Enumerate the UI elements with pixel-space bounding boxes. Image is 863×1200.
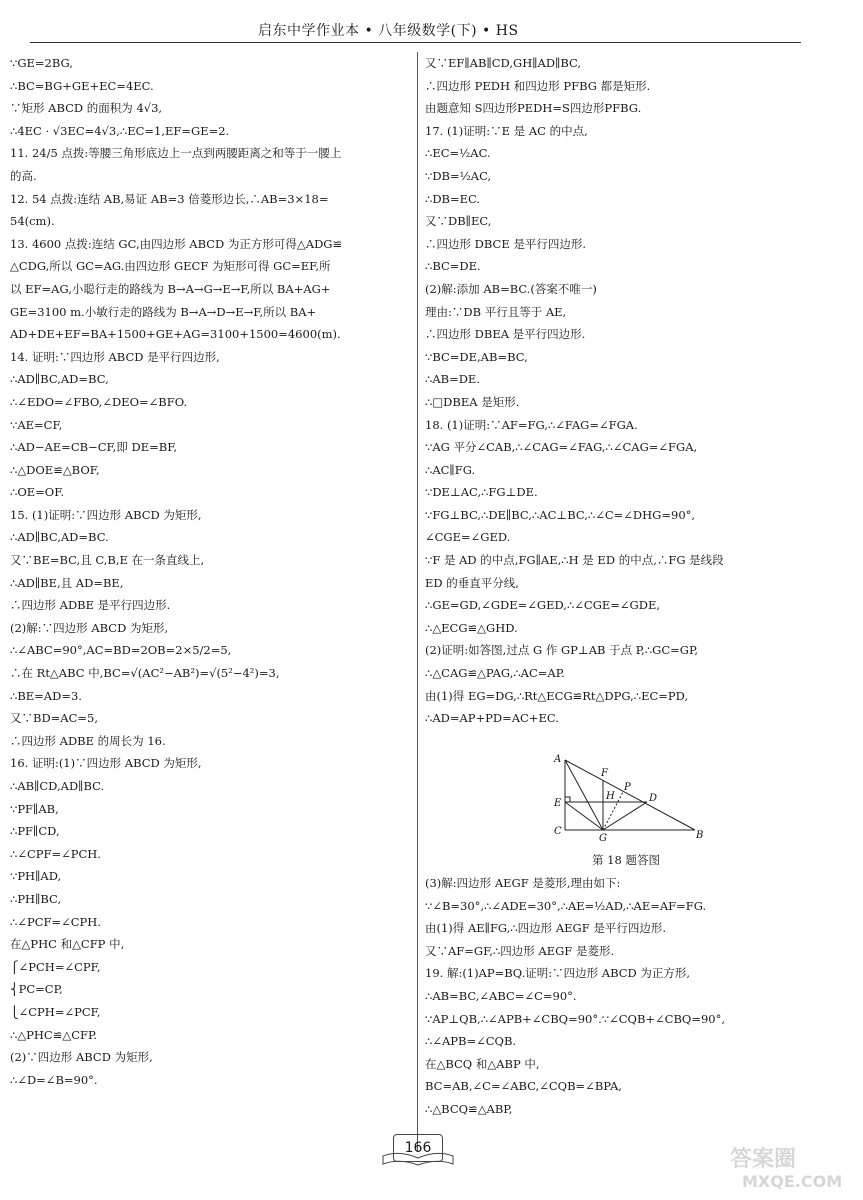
text-line: ⎧∠PCH=∠CPF,: [10, 959, 101, 974]
text-line: (2)解:∵四边形 ABCD 为矩形,: [10, 620, 169, 635]
text-line: 又∵EF∥AB∥CD,GH∥AD∥BC,: [425, 56, 582, 70]
text-line: ∴BC=BG+GE+EC=4EC.: [10, 78, 154, 93]
text-line: 19. 解:(1)AP=BQ.证明:∵四边形 ABCD 为正方形,: [425, 966, 691, 981]
right-column-top: [425, 52, 805, 730]
text-line: ∴□DBEA 是矩形.: [425, 394, 520, 409]
text-line: 理由:∵DB 平行且等于 AE,: [425, 304, 567, 319]
column-divider: [417, 52, 418, 1152]
label-f: F: [601, 768, 608, 779]
text-line: 16. 证明:(1)∵四边形 ABCD 为矩形,: [10, 756, 202, 771]
text-line: ∴△PHC≌△CFP.: [10, 1027, 98, 1042]
text-line: ∵PH∥AD,: [10, 869, 62, 884]
text-line: ∴∠ABC=90°,AC=BD=2OB=2×5/2=5,: [10, 643, 232, 658]
figure-18-diagram: [545, 752, 705, 842]
label-p: P: [624, 782, 631, 793]
text-line: 18. (1)证明:∵AF=FG,∴∠FAG=∠FGA.: [425, 417, 638, 432]
text-line: ∴EC=½AC.: [425, 146, 491, 161]
text-line: 54(cm).: [10, 214, 55, 229]
text-line: ∴在 Rt△ABC 中,BC=√(AC²−AB²)=√(5²−4²)=3,: [10, 666, 280, 681]
text-line: GE=3100 m.小敏行走的路线为 B→A→D→E→F,所以 BA+: [10, 304, 317, 319]
text-line: ∴∠CPF=∠PCH.: [10, 846, 101, 861]
text-line: ∴四边形 PEDH 和四边形 PFBG 都是矩形.: [425, 78, 651, 93]
text-line: ∵F 是 AD 的中点,FG∥AE,∴H 是 ED 的中点,∴FG 是线段: [425, 553, 724, 568]
text-line: AD+DE+EF=BA+1500+GE+AG=3100+1500=4600(m).: [10, 327, 341, 342]
text-line: (3)解:四边形 AEGF 是菱形,理由如下:: [425, 876, 621, 890]
label-a: A: [554, 754, 562, 765]
watermark-url: MXQE.COM: [742, 1172, 843, 1191]
segment-eg: [565, 802, 603, 830]
text-line: ∴BE=AD=3.: [10, 688, 82, 703]
text-line: ∵PF∥AB,: [10, 801, 59, 816]
text-line: 11. 24/5 点拨:等腰三角形底边上一点到两腰距离之和等于一腰上: [10, 146, 342, 161]
label-h: H: [606, 791, 615, 802]
text-line: ∴AC∥FG.: [425, 462, 476, 477]
text-line: ∴四边形 ADBE 是平行四边形.: [10, 598, 171, 613]
watermark-logo: 答案圈: [730, 1147, 797, 1172]
text-line: ∴PF∥CD,: [10, 824, 60, 839]
text-line: ∴∠PCF=∠CPH.: [10, 914, 101, 929]
text-line: 又∵AF=GF,∴四边形 AEGF 是菱形.: [425, 943, 615, 958]
text-line: ∵BC=DE,AB=BC,: [425, 349, 528, 364]
text-line: ∵AP⊥QB,∴∠APB+∠CBQ=90°.∵∠CQB+∠CBQ=90°,: [425, 1011, 726, 1026]
header-rule: [30, 42, 801, 43]
text-line: 在△PHC 和△CFP 中,: [10, 937, 125, 952]
label-b: B: [696, 830, 704, 841]
text-line: 由题意知 S四边形PEDH=S四边形PFBG.: [425, 101, 642, 116]
text-line: ∴四边形 ADBE 的周长为 16.: [10, 733, 166, 748]
label-c: C: [554, 826, 562, 837]
text-line: ∴AD∥BC,AD=BC,: [10, 372, 109, 387]
text-line: ∴∠APB=∠CQB.: [425, 1034, 517, 1049]
text-line: ∴AB=BC,∠ABC=∠C=90°.: [425, 988, 577, 1003]
text-line: ∴△DOE≌△BOF,: [10, 462, 100, 477]
text-line: ∴AD∥BE,且 AD=BE,: [10, 575, 124, 590]
text-line: BC=AB,∠C=∠ABC,∠CQB=∠BPA,: [425, 1079, 622, 1094]
text-line: ∵GE=2BG,: [10, 56, 73, 70]
text-line: ∵矩形 ABCD 的面积为 4√3,: [10, 101, 163, 116]
text-line: ∴AD−AE=CB−CF,即 DE=BF,: [10, 440, 178, 455]
text-line: 13. 4600 点拨:连结 GC,由四边形 ABCD 为正方形可得△ADG≌: [10, 236, 343, 251]
text-line: ∠CGE=∠GED.: [425, 530, 511, 545]
text-line: ∴△BCQ≌△ABP,: [425, 1101, 513, 1116]
text-line: ∴△CAG≌△PAG,∴AC=AP.: [425, 666, 565, 681]
text-line: ∴△ECG≌△GHD.: [425, 620, 518, 635]
text-line: ED 的垂直平分线,: [425, 575, 519, 590]
page-header: 启东中学作业本 • 八年级数学(下) • HS: [258, 23, 519, 39]
text-line: (2)证明:如答图,过点 G 作 GP⊥AB 于点 P,∴GC=GP,: [425, 643, 699, 658]
text-line: ∴BC=DE.: [425, 259, 481, 274]
text-line: ∵FG⊥BC,∴DE∥BC,∴AC⊥BC,∴∠C=∠DHG=90°,: [425, 507, 696, 522]
text-line: ∴AD∥BC,AD=BC.: [10, 530, 109, 545]
label-g: G: [599, 833, 607, 842]
text-line: 又∵DB∥EC,: [425, 214, 492, 229]
text-line: ∴OE=OF.: [10, 485, 65, 500]
text-line: ⎨PC=CP,: [10, 982, 63, 997]
text-line: ∴四边形 DBCE 是平行四边形.: [425, 236, 587, 251]
text-line: ∴AD=AP+PD=AC+EC.: [425, 711, 559, 726]
text-line: 以 EF=AG,小聪行走的路线为 B→A→G→E→F,所以 BA+AG+: [10, 281, 331, 296]
text-line: ∴AB=DE.: [425, 372, 480, 387]
text-line: ∵AG 平分∠CAB,∴∠CAG=∠FAG,∴∠CAG=∠FGA,: [425, 440, 698, 455]
text-line: 又∵BE=BC,且 C,B,E 在一条直线上,: [10, 553, 205, 568]
text-line: ⎩∠CPH=∠PCF,: [10, 1004, 101, 1019]
text-line: 17. (1)证明:∵E 是 AC 的中点,: [425, 123, 588, 138]
text-line: ∴AB∥CD,AD∥BC.: [10, 779, 105, 793]
text-line: ∴DB=EC.: [425, 191, 481, 206]
left-column: [10, 52, 410, 1091]
text-line: ∵DE⊥AC,∴FG⊥DE.: [425, 485, 538, 500]
right-angle-mark: [565, 797, 570, 802]
page-number: 166: [393, 1134, 443, 1162]
text-line: 12. 54 点拨:连结 AB,易证 AB=3 倍菱形边长,∴AB=3×18=: [10, 191, 329, 206]
text-line: (2)∵四边形 ABCD 为矩形,: [10, 1050, 153, 1065]
text-line: 15. (1)证明:∵四边形 ABCD 为矩形,: [10, 507, 202, 522]
text-line: 的高.: [10, 168, 37, 183]
text-line: 由(1)得 AE∥FG,∴四边形 AEGF 是平行四边形.: [425, 921, 667, 936]
text-line: ∴PH∥BC,: [10, 891, 62, 906]
text-line: 14. 证明:∵四边形 ABCD 是平行四边形,: [10, 349, 220, 364]
text-line: 在△BCQ 和△ABP 中,: [425, 1056, 540, 1071]
open-book-icon: [381, 1152, 455, 1166]
text-line: ∴GE=GD,∠GDE=∠GED,∴∠CGE=∠GDE,: [425, 598, 661, 613]
text-line: ∴∠D=∠B=90°.: [10, 1072, 98, 1087]
label-e: E: [554, 798, 562, 809]
text-line: ∴四边形 DBEA 是平行四边形.: [425, 327, 586, 342]
text-line: ∵∠B=30°,∴∠ADE=30°,∴AE=½AD,∴AE=AF=FG.: [425, 898, 707, 913]
text-line: 又∵BD=AC=5,: [10, 711, 99, 726]
segment-gd: [603, 802, 647, 830]
text-line: ∴4EC · √3EC=4√3,∴EC=1,EF=GE=2.: [10, 123, 230, 138]
text-line: 由(1)得 EG=DG,∴Rt△ECG≌Rt△DPG,∴EC=PD,: [425, 688, 689, 703]
text-line: ∵DB=½AC,: [425, 168, 492, 183]
label-d: D: [649, 793, 658, 804]
text-line: △CDG,所以 GC=AG.由四边形 GECF 为矩形可得 GC=EF,所: [10, 259, 331, 274]
figure-caption: 第 18 题答图: [592, 853, 660, 867]
text-line: ∵AE=CF,: [10, 417, 63, 432]
text-line: ∴∠EDO=∠FBO,∠DEO=∠BFO.: [10, 394, 188, 409]
text-line: (2)解:添加 AB=BC.(答案不唯一): [425, 281, 597, 296]
right-column-bottom: [425, 872, 805, 1121]
